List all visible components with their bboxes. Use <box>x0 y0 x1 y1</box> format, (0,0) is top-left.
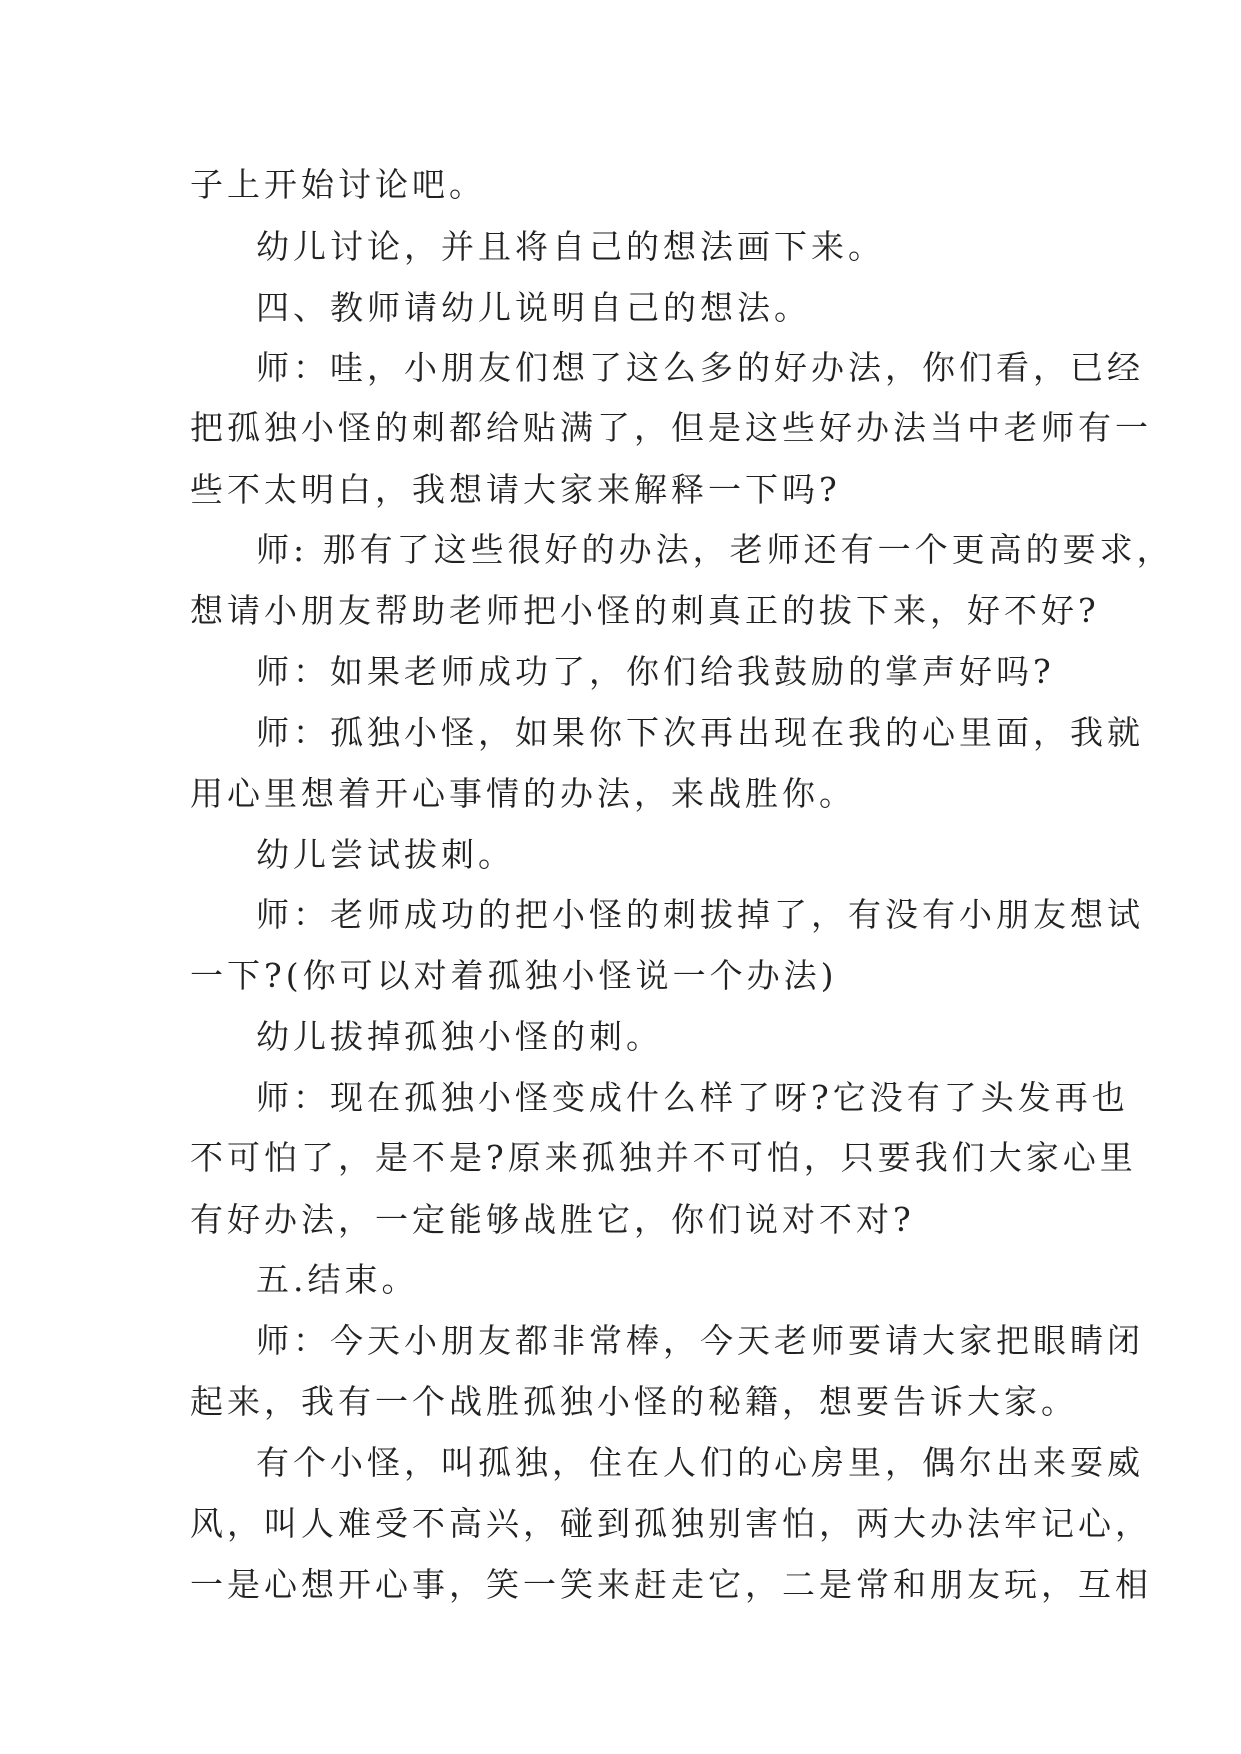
text-line: 把孤独小怪的刺都给贴满了，但是这些好办法当中老师有一 <box>190 408 1152 447</box>
text-line: 师：老师成功的把小怪的刺拔掉了，有没有小朋友想试 <box>256 895 1144 934</box>
text-line: 不可怕了，是不是?原来孤独并不可怕，只要我们大家心里 <box>190 1138 1137 1177</box>
text-line: 起来，我有一个战胜孤独小怪的秘籍，想要告诉大家。 <box>190 1382 1078 1421</box>
text-line: 师：现在孤独小怪变成什么样了呀?它没有了头发再也 <box>256 1078 1129 1117</box>
text-line: 师：如果老师成功了，你们给我鼓励的掌声好吗? <box>256 652 1055 691</box>
text-line: 有好办法，一定能够战胜它，你们说对不对? <box>190 1200 915 1239</box>
text-line: 想请小朋友帮助老师把小怪的刺真正的拔下来，好不好? <box>190 591 1100 630</box>
text-line: 用心里想着开心事情的办法，来战胜你。 <box>190 774 856 813</box>
text-line: 师：孤独小怪，如果你下次再出现在我的心里面，我就 <box>256 713 1144 752</box>
text-line: 师：今天小朋友都非常棒，今天老师要请大家把眼睛闭 <box>256 1321 1144 1360</box>
text-line: 子上开始讨论吧。 <box>190 165 486 204</box>
text-line: 幼儿尝试拔刺。 <box>256 835 515 874</box>
text-line: 四、教师请幼儿说明自己的想法。 <box>256 288 811 327</box>
text-line: 幼儿拔掉孤独小怪的刺。 <box>256 1017 663 1056</box>
text-line: 一是心想开心事，笑一笑来赶走它，二是常和朋友玩，互相 <box>190 1565 1152 1604</box>
text-line: 些不太明白，我想请大家来解释一下吗? <box>190 470 841 509</box>
text-line: 风，叫人难受不高兴，碰到孤独别害怕，两大办法牢记心， <box>190 1504 1152 1543</box>
text-line: 五.结束。 <box>256 1260 419 1299</box>
text-line: 幼儿讨论，并且将自己的想法画下来。 <box>256 227 885 266</box>
text-line: 师: 那有了这些很好的办法，老师还有一个更高的要求， <box>256 530 1174 569</box>
text-line: 师：哇，小朋友们想了这么多的好办法，你们看，已经 <box>256 348 1144 387</box>
text-line: 一下?(你可以对着孤独小怪说一个办法) <box>190 956 838 995</box>
text-line: 有个小怪，叫孤独，住在人们的心房里，偶尔出来耍威 <box>256 1443 1144 1482</box>
